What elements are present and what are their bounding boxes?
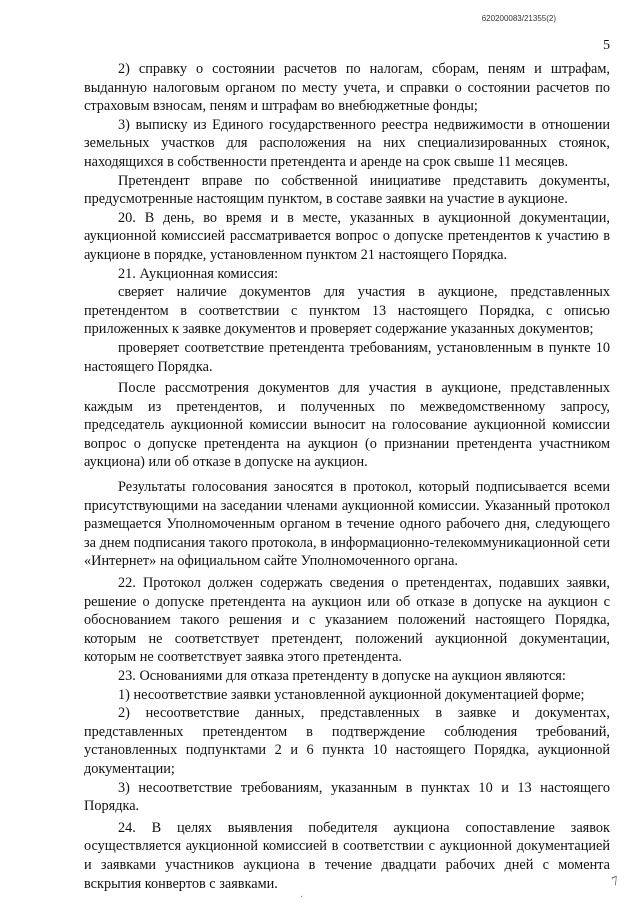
paragraph: 23. Основаниями для отказа претенденту в допуске на аукцион являются: — [118, 668, 566, 684]
document-id: 620200083/21355(2) — [481, 14, 556, 23]
page-number: 5 — [603, 38, 610, 53]
paragraph: 3) несоответствие требованиям, указанным в пунктах 10 и 13 настоящего Порядка. — [84, 779, 610, 815]
paragraph: 2) несоответствие данных, представленных в заявке и документах, представленных претендентом в подтверждение соблюдения требований, установленных подпунктами 2 и 6 пункта 10 настоящего Порядка, аукционной документации; — [84, 705, 610, 777]
paragraph: 22. Протокол должен содержать сведения о претендентах, подавших заявки, решение о допуске претендента на аукцион или об отказе в допуске на аукцион с обоснованием такого решения и с указанием положений настоящего Порядка, которым не соответствует претендент, положений аукционной документации, которым не соответствует заявка этого претендента. — [84, 575, 610, 666]
paragraph: 20. В день, во время и в месте, указанных в аукционной документации, аукционной комиссией рассматривается вопрос о допуске претендентов к участию в аукционе в порядке, установленном пунктом 21 настоящего Порядка. — [84, 209, 610, 263]
paragraph: 3) выписку из Единого государственного реестра недвижимости в отношении земельных участков для расположения на них специализированных стоянок, находящихся в собственности претендента и аренде на срок свыше 11 месяцев. — [84, 116, 610, 170]
handwritten-page-mark: 7 — [608, 872, 621, 889]
paragraph: 2) справку о состоянии расчетов по налогам, сборам, пеням и штрафам, выданную налоговым органом по месту учета, и справки о состоянии расчетов по страховым взносам, пеням и штрафам во внебюджетные фонды; — [84, 61, 610, 115]
paragraph: Результаты голосования заносятся в протокол, который подписывается всеми присутствующими на заседании членами аукционной комиссии. Указанный протокол размещается Уполномоченным органом в течение одного рабочего дня, следующего за днем подписания такого протокола, в информационно-телекоммуникационной сети «Интернет» на официальном сайте Уполномоченного органа. — [84, 479, 610, 570]
document-body — [84, 60, 610, 893]
paragraph: 1) несоответствие заявки установленной аукционной документацией форме; — [118, 686, 585, 703]
paragraph: Претендент вправе по собственной инициативе представить документы, предусмотренные настоящим пунктом, в составе заявки на участие в аукционе. — [84, 172, 610, 208]
paragraph: 21. Аукционная комиссия: — [118, 265, 279, 282]
scan-artifact: · — [300, 892, 304, 903]
paragraph: сверяет наличие документов для участия в аукционе, представленных претендентом в соответствии с пунктом 13 настоящего Порядка, с описью приложенных к заявке документов и проверяет содержание указанных документов; — [84, 284, 610, 338]
paragraph: После рассмотрения документов для участия в аукционе, представленных каждым из претендентов, и полученных по межведомственному запросу, председатель аукционной комиссии выносит на голосование аукционной комиссии вопрос о допуске претендента на аукцион (о признании претендента участником аукциона) или об отказе в допуске на аукцион. — [84, 380, 610, 471]
paragraph: 24. В целях выявления победителя аукциона сопоставление заявок осуществляется аукционной комиссией в соответствии с аукционной документацией и заявками участников аукциона в течение двадцати рабочих дней с момента вскрытия конвертов с заявками. — [84, 819, 610, 892]
paragraph: проверяет соответствие претендента требованиям, установленным в пункте 10 настоящего Порядка. — [84, 339, 610, 375]
